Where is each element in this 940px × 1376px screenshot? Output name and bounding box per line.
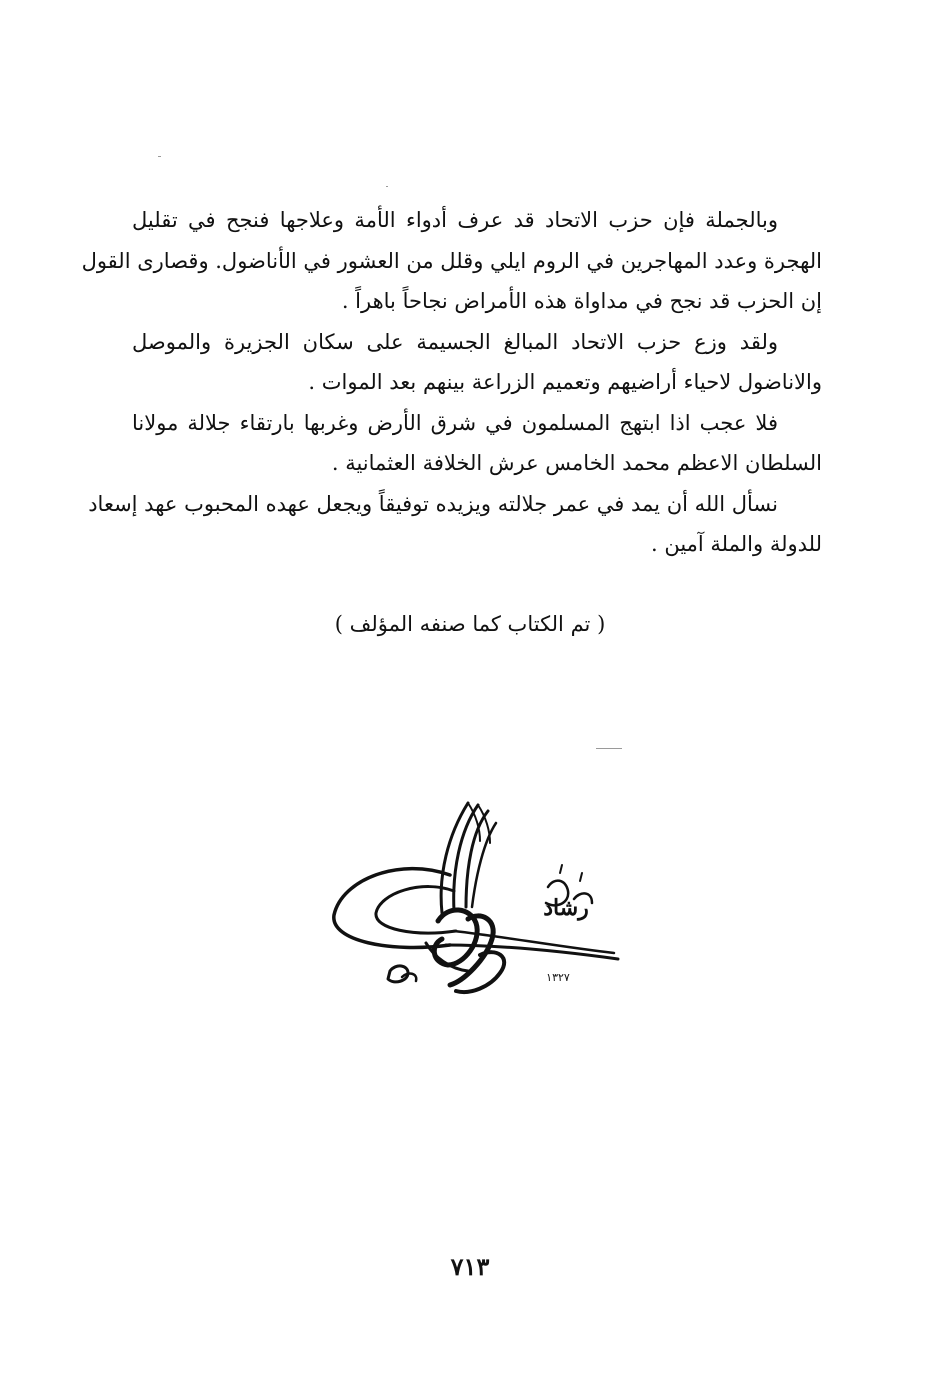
text-line: والاناضول لاحياء أراضيهم وتعميم الزراعة بينهم بعد الموات . (308, 370, 822, 394)
text-line: نسأل الله أن يمد في عمر جلالته ويزيده توفيقاً ويجعل عهده المحبوب عهد إسعاد (88, 491, 778, 516)
scan-speck (158, 156, 161, 157)
text-line: وبالجملة فإن حزب الاتحاد قد عرف أدواء الأمة وعلاجها فنجح في تقليل (132, 208, 778, 232)
page-number: ٧١٣ (450, 1252, 490, 1281)
text-line: إن الحزب قد نجح في مداواة هذه الأمراض نجاحاً باهراً . (341, 289, 822, 313)
text-line: للدولة والملة آمين . (650, 532, 822, 556)
text-line: فلا عجب اذا ابتهج المسلمون في شرق الأرض وغربها بارتقاء جلالة مولانا (132, 410, 778, 435)
body-text (81, 200, 822, 565)
scan-speck (386, 186, 388, 187)
closing-note: ( تم الكتاب كما صنفه المؤلف ) (334, 612, 606, 636)
scan-speck (596, 748, 622, 749)
tughra-signature: رشاد (543, 895, 589, 921)
tughra-seal (330, 795, 625, 1005)
tughra-year: ١٣٢٧ (546, 971, 570, 984)
text-line: السلطان الاعظم محمد الخامس عرش الخلافة العثمانية . (331, 451, 822, 475)
text-line: الهجرة وعدد المهاجرين في الروم ايلي وقلل من العشور في الأناضول. وقصارى القول (81, 248, 822, 273)
text-line: ولقد وزع حزب الاتحاد المبالغ الجسيمة على سكان الجزيرة والموصل (132, 329, 778, 354)
